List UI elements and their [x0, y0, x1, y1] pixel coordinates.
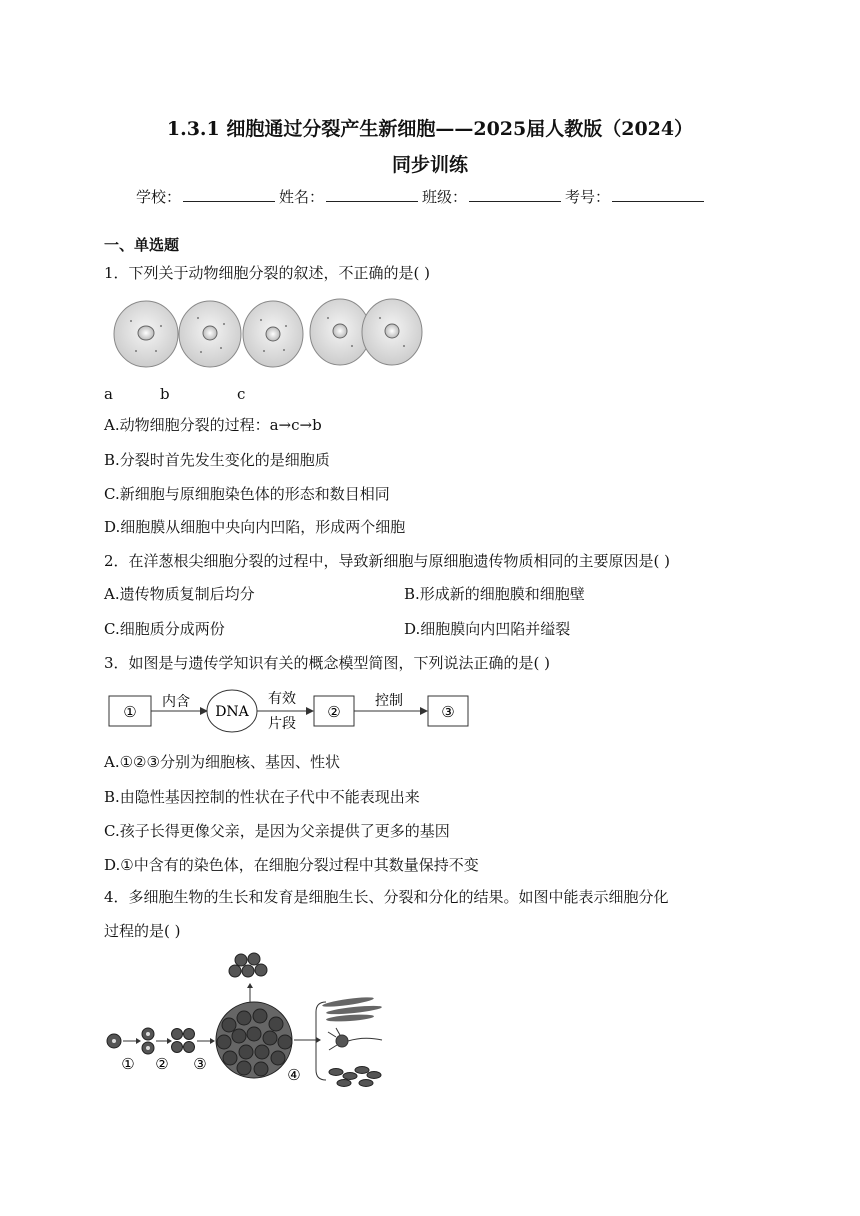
arrow-1-label: 内含 [162, 694, 190, 710]
step-1-label: ① [121, 1055, 135, 1073]
q4-stem-line2: 过程的是( ) [104, 922, 181, 940]
page-title: 1.3.1 细胞通过分裂产生新细胞——2025届人教版（2024） [166, 118, 694, 140]
q2-option-b[interactable]: B.形成新的细胞膜和细胞壁 [404, 585, 585, 603]
q1-cell-division-figure [106, 296, 436, 376]
q3-option-c[interactable]: C.孩子长得更像父亲，是因为父亲提供了更多的基因 [104, 822, 450, 840]
section-heading: 一、单选题 [104, 236, 180, 254]
dna-label: DNA [215, 704, 249, 720]
q1-stem: 1．下列关于动物细胞分裂的叙述，不正确的是( ) [104, 264, 431, 282]
arrow-2-head [306, 707, 314, 715]
q3-concept-diagram [104, 684, 474, 734]
cell-a [114, 301, 178, 367]
box-3-label: ③ [441, 703, 455, 721]
arrow-2-label-bottom: 片段 [268, 716, 296, 732]
info-fields [136, 186, 708, 207]
muscle-tissue [322, 995, 382, 1022]
page-subtitle: 同步训练 [391, 154, 468, 176]
cell-mass [216, 1002, 292, 1078]
name-blank[interactable] [326, 187, 418, 202]
q2-option-a[interactable]: A.遗传物质复制后均分 [104, 585, 255, 603]
q2-stem: 2．在洋葱根尖细胞分裂的过程中，导致新细胞与原细胞遗传物质相同的主要原因是( ) [104, 552, 671, 570]
school-blank[interactable] [183, 187, 275, 202]
q3-option-a[interactable]: A.①②③分别为细胞核、基因、性状 [104, 753, 340, 771]
dividing-cell [310, 299, 422, 365]
arrow-3-label: 控制 [375, 693, 403, 709]
q3-option-b[interactable]: B.由隐性基因控制的性状在子代中不能表现出来 [104, 788, 420, 806]
q1-option-d[interactable]: D.细胞膜从细胞中央向内凹陷，形成两个细胞 [104, 518, 406, 536]
top-cell-cluster [229, 953, 267, 977]
q1-label-b: b [160, 385, 170, 403]
step-3-label: ③ [193, 1055, 207, 1073]
name-label: 姓名： [279, 188, 325, 206]
step-2-label: ② [155, 1055, 169, 1073]
q2-option-d[interactable]: D.细胞膜向内凹陷并缢裂 [404, 620, 571, 638]
arrow-3-head [420, 707, 428, 715]
nerve-tissue [328, 1028, 382, 1050]
class-blank[interactable] [469, 187, 561, 202]
q1-option-b[interactable]: B.分裂时首先发生变化的是细胞质 [104, 451, 330, 469]
box-1-label: ① [123, 703, 137, 721]
q4-stem-line1: 4．多细胞生物的生长和发育是细胞生长、分裂和分化的结果。如图中能表示细胞分化 [104, 888, 669, 906]
school-label: 学校： [136, 188, 182, 206]
q4-cell-differentiation-figure [104, 950, 394, 1095]
exam-number-label: 考号： [565, 188, 611, 206]
arrow-2-label-top: 有效 [268, 691, 296, 707]
four-cells [172, 1029, 195, 1053]
box-2-label: ② [327, 703, 341, 721]
exam-number-blank[interactable] [612, 187, 704, 202]
q1-option-c[interactable]: C.新细胞与原细胞染色体的形态和数目相同 [104, 485, 390, 503]
q3-option-d[interactable]: D.①中含有的染色体，在细胞分裂过程中其数量保持不变 [104, 856, 479, 874]
cell-b [179, 301, 241, 367]
step-4-label: ④ [287, 1066, 301, 1084]
blood-cells [329, 1067, 381, 1087]
cell-c [243, 301, 303, 367]
q2-option-c[interactable]: C.细胞质分成两份 [104, 620, 225, 638]
q1-option-a[interactable]: A.动物细胞分裂的过程：a→c→b [104, 416, 322, 434]
two-cells [142, 1028, 154, 1054]
q3-stem: 3．如图是与遗传学知识有关的概念模型简图，下列说法正确的是( ) [104, 654, 551, 672]
class-label: 班级： [422, 188, 468, 206]
q1-label-c: c [237, 385, 246, 403]
q1-label-a: a [104, 385, 113, 403]
